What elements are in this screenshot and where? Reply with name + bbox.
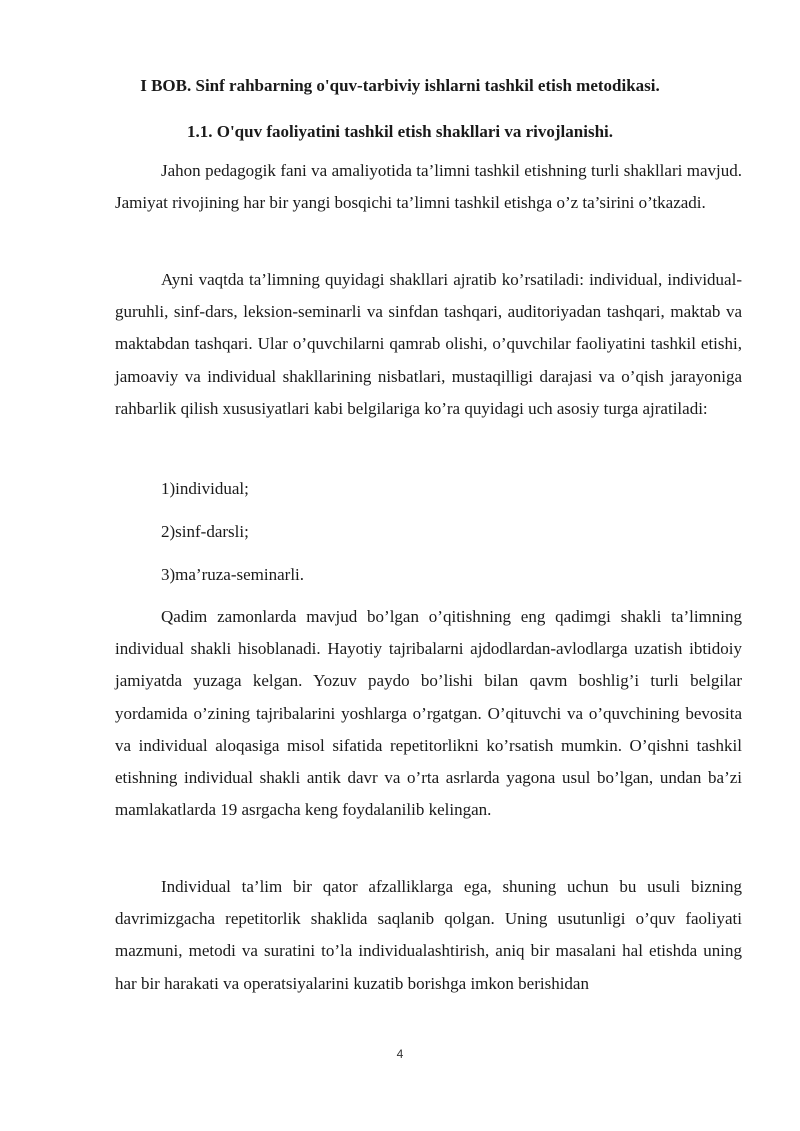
chapter-title: I BOB. Sinf rahbarning o'quv-tarbiviy ishlarni tashkil etish metodikasi. — [140, 76, 660, 95]
list-item-maruza-seminarli: 3)ma’ruza-seminarli. — [161, 565, 305, 584]
list-item-sinf-darsli: 2)sinf-darsli; — [161, 522, 249, 541]
list-item-individual: 1)individual; — [161, 479, 249, 498]
paragraph-1: Jahon pedagogik fani va amaliyotida ta’limni tashkil etishning turli shakllari mavjud. Jamiyat rivojining har bir yangi bosqichi ta’limni tashkil etishga o’z ta’sirini o’tkazadi. — [115, 161, 742, 213]
paragraph-2: Ayni vaqtda ta’limning quyidagi shakllari ajratib ko’rsatiladi: individual, individual-guruhli, sinf-dars, leksion-seminarli va sinfdan tashqari, auditoriyadan tashqari, maktab va maktabdan tashqari. Ular o’quvchilarni qamrab olishi, o’quvchilar faoliyatini tashkil etishi, jamoaviy va individual shakllarining nisbatlari, mustaqilligi darajasi va o’qish jarayoniga rahbarlik qilish xususiyatlari kabi belgilariga ko’ra quyidagi uch asosiy turga ajratiladi: — [115, 270, 742, 418]
paragraph-4: Individual ta’lim bir qator afzalliklarga ega, shuning uchun bu usuli bizning davrimizgacha repetitorlik shaklida saqlanib qolgan. Uning usutunligi o’quv faoliyati mazmuni, metodi va suratini to’la individualashtirish, aniq bir masalani hal etishda uning har bir harakati va operatsiyalarini kuzatib borishga imkon berishidan — [115, 877, 742, 993]
paragraph-3: Qadim zamonlarda mavjud bo’lgan o’qitishning eng qadimgi shakli ta’limning individual shakli hisoblanadi. Hayotiy tajribalarni ajdodlardan-avlodlarga uzatish ibtidoiy jamiyatda yuzaga kelgan. Yozuv paydo bo’lishi bilan qavm boshlig’i turli belgilar yordamida o’zining tajribalarini yoshlarga o’rgatgan. O’qituvchi va o’quvchining bevosita va individual aloqasiga misol sifatida repetitorlikni ko’rsatish mumkin. O’qishni tashkil etishning individual shakli antik davr va o’rta asrlarda yagona usul bo’lgan, undan ba’zi mamlakatlarda 19 asrgacha keng foydalanilib kelingan. — [115, 607, 742, 820]
section-title: 1.1. O'quv faoliyatini tashkil etish shakllari va rivojlanishi. — [186, 122, 614, 141]
page-number: 4 — [396, 1047, 404, 1061]
